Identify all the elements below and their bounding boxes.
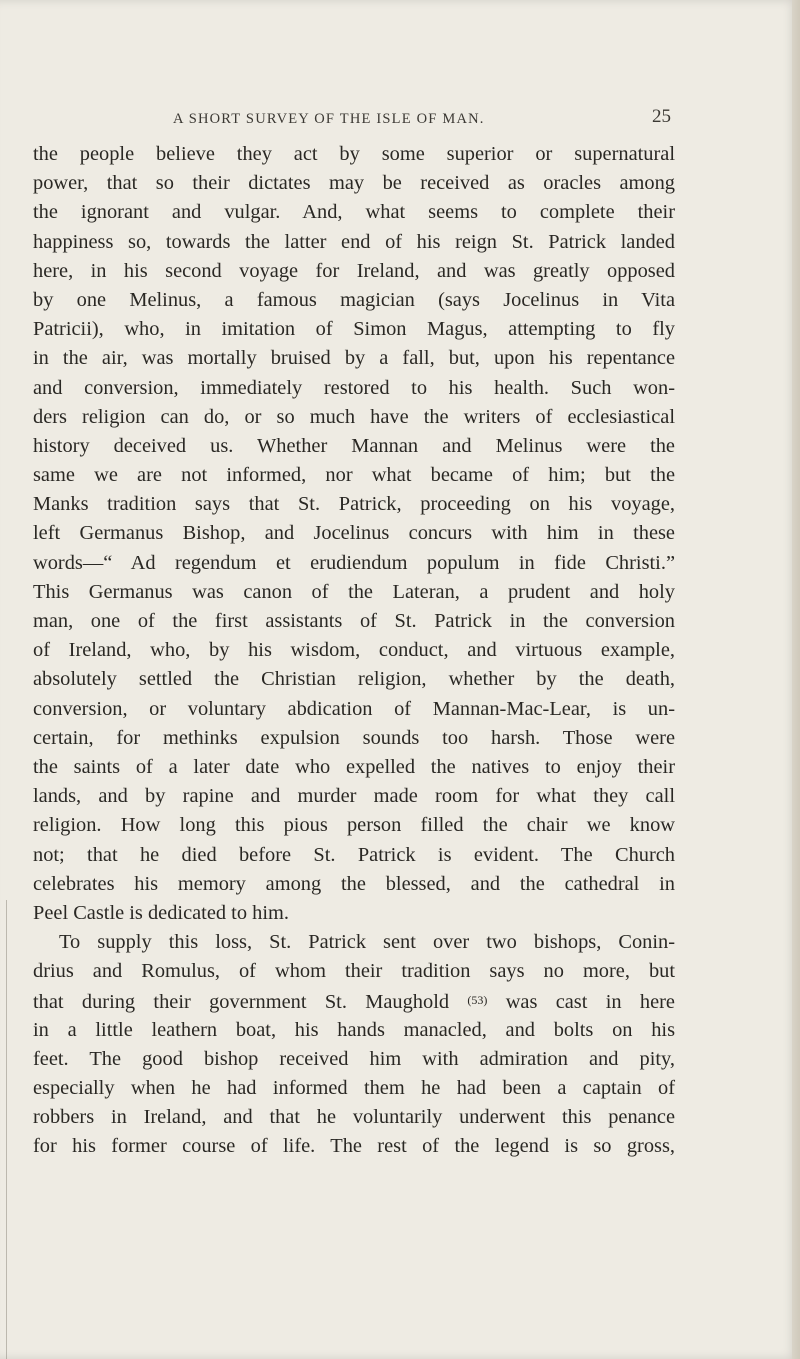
text-line: Patricii), who, in imitation of Simon Magus, attempting to fly [33, 318, 675, 341]
text-line: left Germanus Bishop, and Jocelinus concurs with him in these [33, 522, 675, 545]
text-line: certain, for methinks expulsion sounds too harsh. Those were [33, 726, 675, 749]
page-gutter-shadow [6, 900, 7, 1359]
text-line: in a little leathern boat, his hands manacled, and bolts on his [33, 1018, 675, 1041]
text-line: by one Melinus, a famous magician (says Jocelinus in Vita [33, 288, 675, 311]
page-edge [792, 0, 800, 1359]
text-line: Peel Castle is dedicated to him. [33, 901, 289, 924]
text-line: in the air, was mortally bruised by a fall, but, upon his repentance [33, 347, 675, 370]
text-segment: that during their government St. Maughold [33, 991, 450, 1014]
text-line: for his former course of life. The rest of the legend is so gross, [33, 1135, 675, 1158]
text-line: lands, and by rapine and murder made room for what they call [33, 785, 675, 808]
body-text [33, 140, 675, 1162]
text-line: drius and Romulus, of whom their tradition says no more, but [33, 960, 675, 983]
page-number: 25 [652, 106, 671, 127]
text-segment: was cast in here [505, 991, 675, 1014]
text-line: Manks tradition says that St. Patrick, proceeding on his voyage, [33, 493, 675, 516]
text-line: words—“ Ad regendum et erudiendum populum in fide Christi.” [33, 551, 675, 574]
text-line: the people believe they act by some superior or supernatural [33, 143, 675, 165]
footnote-reference[interactable]: (53) [467, 993, 488, 1008]
text-line: This Germanus was canon of the Lateran, a prudent and holy [33, 580, 675, 603]
text-line: the ignorant and vulgar. And, what seems to complete their [33, 201, 675, 224]
text-line: history deceived us. Whether Mannan and Melinus were the [33, 434, 675, 457]
text-line: ders religion can do, or so much have the writers of ecclesiastical [33, 405, 675, 428]
text-line: happiness so, towards the latter end of his reign St. Patrick landed [33, 230, 675, 253]
text-line: of Ireland, who, by his wisdom, conduct, and virtuous example, [33, 639, 675, 662]
text-line: and conversion, immediately restored to his health. Such won- [33, 376, 675, 399]
text-line: celebrates his memory among the blessed, and the cathedral in [33, 872, 675, 895]
text-line: here, in his second voyage for Ireland, and was greatly opposed [33, 259, 675, 282]
text-line: robbers in Ireland, and that he voluntarily underwent this penance [33, 1106, 675, 1129]
text-line: man, one of the first assistants of St. Patrick in the conversion [33, 610, 675, 632]
text-line: conversion, or voluntary abdication of Mannan-Mac-Lear, is un- [33, 697, 675, 720]
text-line: especially when he had informed them he had been a captain of [33, 1077, 675, 1099]
text-line: religion. How long this pious person filled the chair we know [33, 814, 675, 837]
text-line: not; that he died before St. Patrick is evident. The Church [33, 843, 675, 866]
text-line: To supply this loss, St. Patrick sent over two bishops, Conin- [59, 931, 675, 954]
running-title: A SHORT SURVEY OF THE ISLE OF MAN. [173, 111, 485, 127]
text-line: power, that so their dictates may be received as oracles among [33, 172, 675, 195]
text-line: feet. The good bishop received him with admiration and pity, [33, 1047, 675, 1070]
text-line: same we are not informed, nor what became of him; but the [33, 464, 675, 487]
text-line: absolutely settled the Christian religion, whether by the death, [33, 668, 675, 691]
text-line-with-footnote-ref [33, 986, 675, 1015]
text-line: the saints of a later date who expelled the natives to enjoy their [33, 755, 675, 778]
